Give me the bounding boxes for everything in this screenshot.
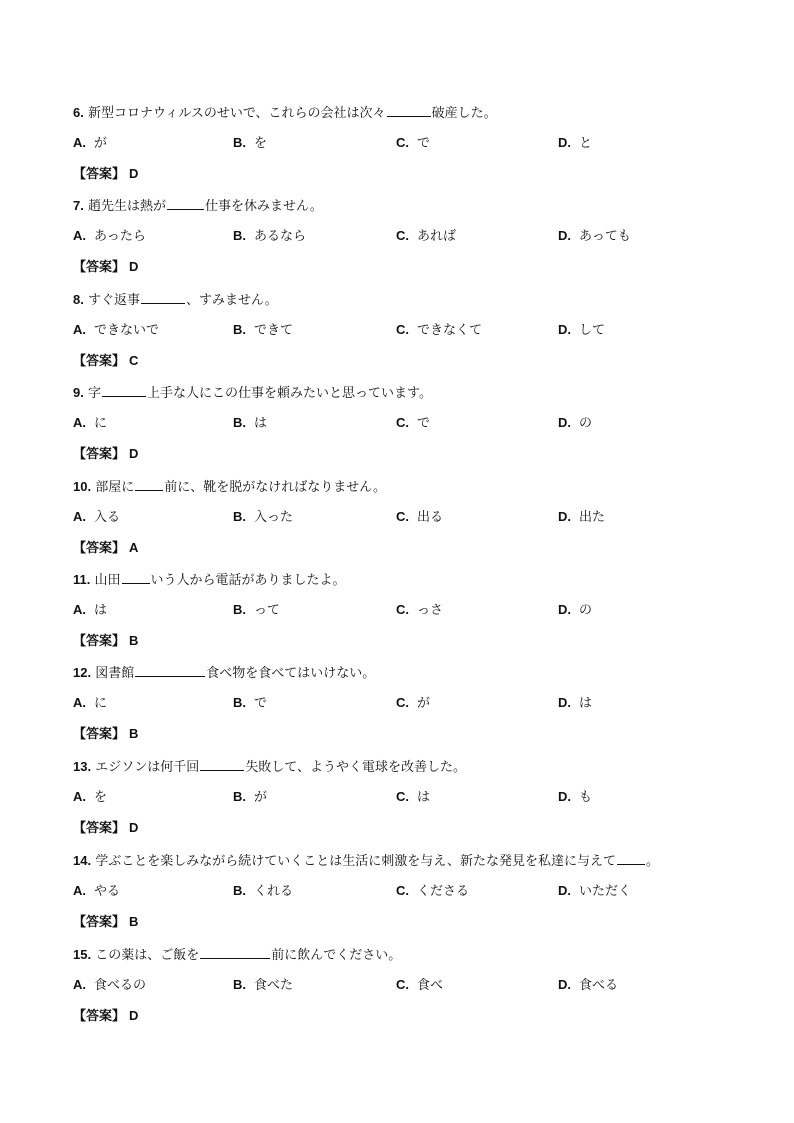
option-letter: A. bbox=[73, 509, 86, 524]
option-letter: D. bbox=[558, 789, 571, 804]
option-letter: B. bbox=[233, 415, 246, 430]
option-a[interactable] bbox=[73, 134, 107, 153]
option-text: を bbox=[94, 790, 108, 805]
answer-value: A bbox=[129, 540, 139, 555]
answer-value: B bbox=[129, 914, 139, 929]
question-stem-before-blank: エジソンは何千回 bbox=[95, 760, 200, 775]
option-a[interactable] bbox=[73, 227, 146, 246]
question-number: 8. bbox=[73, 292, 84, 307]
question-number: 10. bbox=[73, 479, 92, 494]
option-d[interactable] bbox=[558, 882, 631, 901]
answer-blank[interactable] bbox=[135, 663, 205, 677]
option-d[interactable] bbox=[558, 321, 605, 340]
question-text bbox=[73, 851, 763, 871]
option-letter: A. bbox=[73, 883, 86, 898]
answer-label: 【答案】 bbox=[73, 727, 126, 742]
option-letter: C. bbox=[396, 228, 409, 243]
answer-blank[interactable] bbox=[135, 477, 163, 491]
answer-options bbox=[73, 321, 763, 339]
option-text: が bbox=[254, 790, 268, 805]
answer-line bbox=[73, 352, 138, 371]
option-text: を bbox=[254, 136, 268, 151]
option-letter: D. bbox=[558, 509, 571, 524]
question-stem-after-blank: 失敗して、ようやく電球を改善した。 bbox=[245, 760, 466, 775]
question-stem-after-blank: 。 bbox=[646, 854, 660, 869]
option-text: できなくて bbox=[417, 323, 483, 338]
question-stem-before-blank: 学ぶことを楽しみながら続けていくことは生活に刺激を与え、新たな発見を私達に与えて bbox=[95, 854, 616, 869]
option-c[interactable] bbox=[396, 976, 443, 995]
question-stem-before-blank: 趙先生は熱が bbox=[87, 199, 166, 214]
option-text: は bbox=[254, 416, 268, 431]
option-letter: B. bbox=[233, 602, 246, 617]
option-b[interactable] bbox=[233, 882, 293, 901]
option-text: と bbox=[579, 136, 593, 151]
option-letter: D. bbox=[558, 695, 571, 710]
question-text bbox=[73, 663, 763, 683]
answer-label: 【答案】 bbox=[73, 634, 126, 649]
question-stem-before-blank: 部屋に bbox=[95, 480, 135, 495]
question-number: 12. bbox=[73, 665, 92, 680]
option-letter: D. bbox=[558, 602, 571, 617]
answer-value: D bbox=[129, 820, 139, 835]
option-text: できないで bbox=[94, 323, 160, 338]
option-letter: A. bbox=[73, 415, 86, 430]
answer-options bbox=[73, 976, 763, 994]
option-text: で bbox=[417, 416, 431, 431]
option-b[interactable] bbox=[233, 601, 280, 620]
option-text: は bbox=[417, 790, 431, 805]
option-letter: D. bbox=[558, 883, 571, 898]
question-text bbox=[73, 383, 763, 403]
option-text: 入る bbox=[94, 510, 121, 525]
option-letter: C. bbox=[396, 509, 409, 524]
answer-options bbox=[73, 134, 763, 152]
question-number: 7. bbox=[73, 198, 84, 213]
question-text bbox=[73, 757, 763, 777]
option-text: 入った bbox=[254, 510, 294, 525]
option-text: で bbox=[254, 696, 268, 711]
answer-line bbox=[73, 539, 138, 558]
answer-options bbox=[73, 694, 763, 712]
option-d[interactable] bbox=[558, 508, 605, 527]
question-number: 9. bbox=[73, 385, 84, 400]
option-letter: A. bbox=[73, 228, 86, 243]
option-text: の bbox=[579, 416, 593, 431]
answer-options bbox=[73, 414, 763, 432]
option-c[interactable] bbox=[396, 227, 456, 246]
option-d[interactable] bbox=[558, 134, 592, 153]
option-c[interactable] bbox=[396, 414, 430, 433]
answer-blank[interactable] bbox=[617, 851, 645, 865]
answer-line bbox=[73, 913, 138, 932]
question-number: 14. bbox=[73, 853, 92, 868]
answer-value: D bbox=[129, 1008, 139, 1023]
option-b[interactable] bbox=[233, 227, 306, 246]
option-letter: C. bbox=[396, 883, 409, 898]
question-text bbox=[73, 477, 763, 497]
option-d[interactable] bbox=[558, 976, 618, 995]
option-text: で bbox=[417, 136, 431, 151]
option-d[interactable] bbox=[558, 694, 592, 713]
option-text: 食べ bbox=[417, 978, 444, 993]
option-text: も bbox=[579, 790, 593, 805]
answer-line bbox=[73, 1007, 138, 1026]
question-stem-after-blank: 仕事を休みません。 bbox=[205, 199, 323, 214]
answer-line bbox=[73, 819, 138, 838]
option-c[interactable] bbox=[396, 601, 443, 620]
answer-line bbox=[73, 258, 138, 277]
answer-blank[interactable] bbox=[200, 945, 270, 959]
option-letter: C. bbox=[396, 977, 409, 992]
option-a[interactable] bbox=[73, 788, 107, 807]
option-text: あれば bbox=[417, 229, 457, 244]
option-letter: B. bbox=[233, 228, 246, 243]
option-letter: A. bbox=[73, 695, 86, 710]
option-letter: C. bbox=[396, 322, 409, 337]
option-letter: B. bbox=[233, 695, 246, 710]
option-a[interactable] bbox=[73, 694, 107, 713]
question-stem-after-blank: 、すみません。 bbox=[186, 293, 278, 308]
option-text: いただく bbox=[579, 884, 632, 899]
option-a[interactable] bbox=[73, 508, 120, 527]
option-d[interactable] bbox=[558, 414, 592, 433]
option-a[interactable] bbox=[73, 321, 159, 340]
question-stem-after-blank: 食べ物を食べてはいけない。 bbox=[206, 666, 376, 681]
answer-label: 【答案】 bbox=[73, 541, 126, 556]
option-letter: D. bbox=[558, 322, 571, 337]
option-text: は bbox=[94, 603, 108, 618]
option-d[interactable] bbox=[558, 788, 592, 807]
option-letter: A. bbox=[73, 602, 86, 617]
option-text: は bbox=[579, 696, 593, 711]
answer-value: D bbox=[129, 259, 139, 274]
answer-line bbox=[73, 445, 138, 464]
option-b[interactable] bbox=[233, 414, 267, 433]
option-text: あっても bbox=[579, 229, 631, 244]
question-stem-after-blank: いう人から電話がありましたよ。 bbox=[150, 573, 346, 588]
option-c[interactable] bbox=[396, 134, 430, 153]
option-letter: C. bbox=[396, 415, 409, 430]
answer-line bbox=[73, 725, 138, 744]
question-text bbox=[73, 945, 763, 965]
answer-blank[interactable] bbox=[200, 757, 244, 771]
answer-value: D bbox=[129, 446, 139, 461]
option-letter: A. bbox=[73, 135, 86, 150]
answer-line bbox=[73, 632, 138, 651]
option-b[interactable] bbox=[233, 508, 293, 527]
answer-label: 【答案】 bbox=[73, 354, 126, 369]
answer-options bbox=[73, 508, 763, 526]
option-letter: C. bbox=[396, 695, 409, 710]
question-text bbox=[73, 103, 763, 123]
option-text: 食べる bbox=[579, 978, 619, 993]
option-letter: B. bbox=[233, 977, 246, 992]
option-letter: D. bbox=[558, 977, 571, 992]
answer-value: C bbox=[129, 353, 139, 368]
question-stem-after-blank: 破産した。 bbox=[431, 106, 497, 121]
option-c[interactable] bbox=[396, 694, 430, 713]
answer-options bbox=[73, 601, 763, 619]
question-stem-before-blank: 図書館 bbox=[95, 666, 135, 681]
option-text: できて bbox=[254, 323, 294, 338]
question-text bbox=[73, 570, 763, 590]
option-letter: B. bbox=[233, 135, 246, 150]
option-letter: C. bbox=[396, 602, 409, 617]
question-stem-after-blank: 前に飲んでください。 bbox=[271, 948, 402, 963]
answer-label: 【答案】 bbox=[73, 167, 126, 182]
option-c[interactable] bbox=[396, 882, 469, 901]
answer-value: B bbox=[129, 633, 139, 648]
answer-label: 【答案】 bbox=[73, 821, 126, 836]
option-text: の bbox=[579, 603, 593, 618]
option-text: あるなら bbox=[254, 229, 307, 244]
option-text: 食べるの bbox=[94, 978, 147, 993]
option-text: くださる bbox=[417, 884, 470, 899]
option-letter: D. bbox=[558, 135, 571, 150]
question-stem-before-blank: すぐ返事 bbox=[87, 293, 140, 308]
option-a[interactable] bbox=[73, 601, 107, 620]
question-number: 6. bbox=[73, 105, 84, 120]
question-number: 15. bbox=[73, 947, 92, 962]
option-text: くれる bbox=[254, 884, 294, 899]
answer-blank[interactable] bbox=[141, 290, 185, 304]
option-text: して bbox=[579, 323, 606, 338]
answer-options bbox=[73, 227, 763, 245]
option-text: っさ bbox=[417, 603, 444, 618]
option-letter: D. bbox=[558, 228, 571, 243]
question-stem-after-blank: 上手な人にこの仕事を頼みたいと思っています。 bbox=[147, 386, 432, 401]
option-c[interactable] bbox=[396, 321, 482, 340]
option-a[interactable] bbox=[73, 414, 107, 433]
option-letter: C. bbox=[396, 135, 409, 150]
answer-blank[interactable] bbox=[387, 103, 431, 117]
answer-value: D bbox=[129, 166, 139, 181]
option-letter: D. bbox=[558, 415, 571, 430]
option-text: って bbox=[254, 603, 281, 618]
option-c[interactable] bbox=[396, 508, 443, 527]
answer-options bbox=[73, 788, 763, 806]
option-c[interactable] bbox=[396, 788, 430, 807]
answer-blank[interactable] bbox=[122, 570, 150, 584]
question-text bbox=[73, 290, 763, 310]
question-stem-before-blank: 山田 bbox=[94, 573, 121, 588]
option-text: 食べた bbox=[254, 978, 294, 993]
option-text: に bbox=[94, 696, 108, 711]
option-a[interactable] bbox=[73, 882, 120, 901]
option-a[interactable] bbox=[73, 976, 146, 995]
option-b[interactable] bbox=[233, 694, 267, 713]
question-text bbox=[73, 196, 763, 216]
option-text: 出る bbox=[417, 510, 444, 525]
question-stem-before-blank: この薬は、ご飯を bbox=[95, 948, 200, 963]
option-letter: C. bbox=[396, 789, 409, 804]
option-b[interactable] bbox=[233, 788, 267, 807]
option-letter: B. bbox=[233, 509, 246, 524]
option-b[interactable] bbox=[233, 321, 293, 340]
question-number: 13. bbox=[73, 759, 92, 774]
question-stem-after-blank: 前に、靴を脱がなければなりません。 bbox=[164, 480, 387, 495]
option-letter: A. bbox=[73, 789, 86, 804]
answer-line bbox=[73, 165, 138, 184]
option-b[interactable] bbox=[233, 134, 267, 153]
answer-label: 【答案】 bbox=[73, 260, 126, 275]
answer-label: 【答案】 bbox=[73, 447, 126, 462]
option-d[interactable] bbox=[558, 601, 592, 620]
option-text: が bbox=[417, 696, 431, 711]
answer-blank[interactable] bbox=[167, 196, 204, 210]
option-text: 出た bbox=[579, 510, 606, 525]
option-d[interactable] bbox=[558, 227, 631, 246]
question-number: 11. bbox=[73, 572, 91, 587]
option-letter: B. bbox=[233, 322, 246, 337]
question-stem-before-blank: 字 bbox=[87, 386, 101, 401]
question-stem-before-blank: 新型コロナウィルスのせいで、これらの会社は次々 bbox=[87, 106, 386, 121]
option-text: やる bbox=[94, 884, 121, 899]
option-text: が bbox=[94, 136, 108, 151]
option-letter: B. bbox=[233, 883, 246, 898]
option-text: に bbox=[94, 416, 108, 431]
answer-label: 【答案】 bbox=[73, 915, 126, 930]
option-letter: B. bbox=[233, 789, 246, 804]
answer-value: B bbox=[129, 726, 139, 741]
option-letter: A. bbox=[73, 322, 86, 337]
answer-blank[interactable] bbox=[102, 383, 146, 397]
option-letter: A. bbox=[73, 977, 86, 992]
answer-options bbox=[73, 882, 763, 900]
option-b[interactable] bbox=[233, 976, 293, 995]
answer-label: 【答案】 bbox=[73, 1009, 126, 1024]
option-text: あったら bbox=[94, 229, 146, 244]
